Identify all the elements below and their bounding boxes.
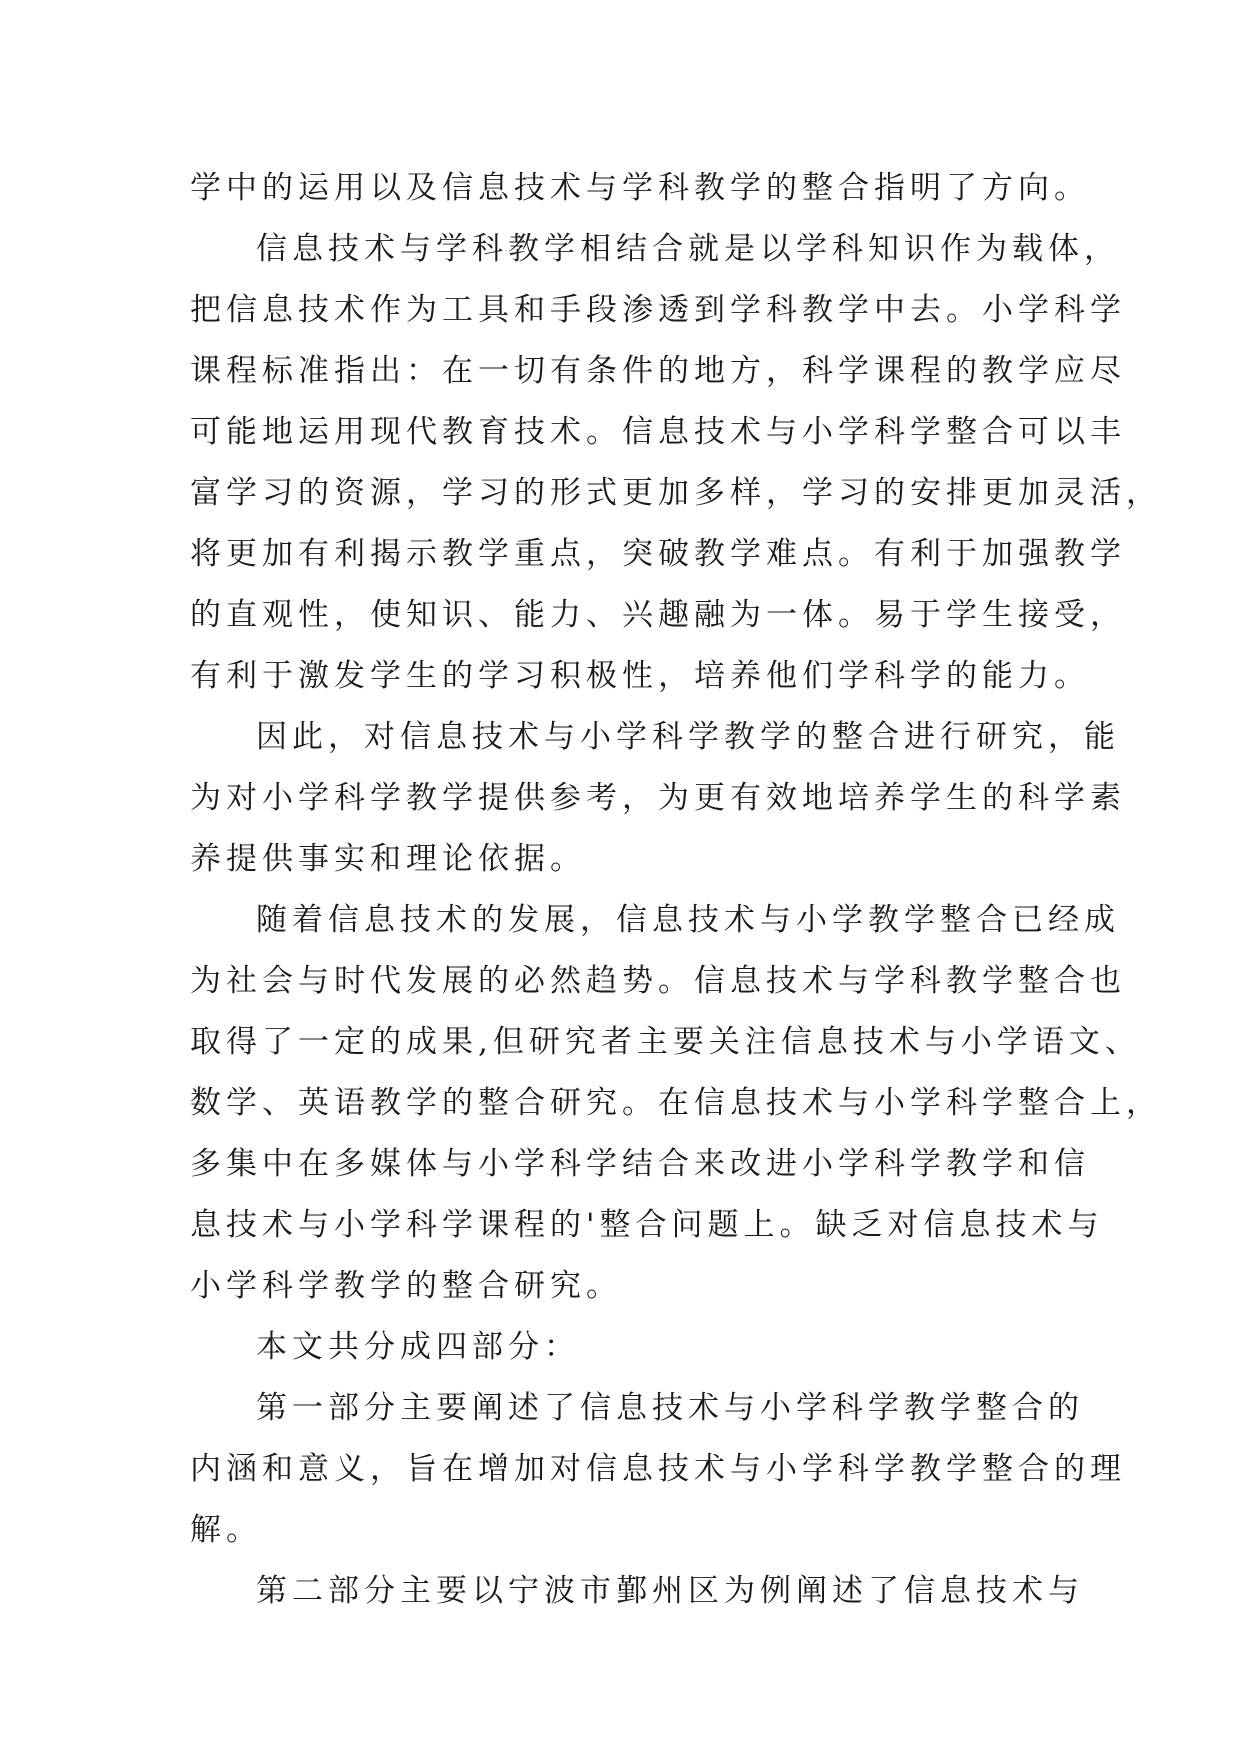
text-line: 富学习的资源，学习的形式更加多样，学习的安排更加灵活， (190, 475, 1162, 511)
paragraph-first-line: 因此，对信息技术与小学科学教学的整合进行研究，能 (256, 719, 1120, 755)
text-line: 可能地运用现代教育技术。信息技术与小学科学整合可以丰 (190, 414, 1126, 450)
text-line: 将更加有利揭示教学重点，突破教学难点。有利于加强教学 (190, 536, 1126, 572)
paragraph-first-line: 信息技术与学科教学相结合就是以学科知识作为载体， (256, 231, 1120, 267)
text-line: 把信息技术作为工具和手段渗透到学科教学中去。小学科学 (190, 292, 1126, 328)
paragraph-first-line: 第一部分主要阐述了信息技术与小学科学教学整合的 (256, 1390, 1084, 1426)
paragraph-first-line: 随着信息技术的发展，信息技术与小学教学整合已经成 (256, 902, 1120, 938)
text-line: 数学、英语教学的整合研究。在信息技术与小学科学整合上， (190, 1085, 1162, 1121)
text-line: 的直观性，使知识、能力、兴趣融为一体。易于学生接受， (190, 597, 1126, 633)
text-line: 多集中在多媒体与小学科学结合来改进小学科学教学和信 (190, 1146, 1090, 1182)
text-line: 小学科学教学的整合研究。 (190, 1268, 622, 1304)
document-body (190, 158, 1162, 1622)
text-line: 息技术与小学科学课程的'整合问题上。缺乏对信息技术与 (190, 1207, 1104, 1243)
text-line: 为社会与时代发展的必然趋势。信息技术与学科教学整合也 (190, 963, 1126, 999)
text-line: 解。 (190, 1512, 262, 1548)
text-line: 为对小学科学教学提供参考，为更有效地培养学生的科学素 (190, 780, 1126, 816)
text-line: 内涵和意义，旨在增加对信息技术与小学科学教学整合的理 (190, 1451, 1126, 1487)
paragraph-first-line: 本文共分成四部分： (256, 1329, 580, 1365)
text-line: 养提供事实和理论依据。 (190, 841, 586, 877)
text-line: 有利于激发学生的学习积极性，培养他们学科学的能力。 (190, 658, 1090, 694)
text-line: 课程标准指出：在一切有条件的地方，科学课程的教学应尽 (190, 353, 1126, 389)
text-line: 取得了一定的成果,但研究者主要关注信息技术与小学语文、 (190, 1024, 1141, 1060)
paragraph-first-line: 第二部分主要以宁波市鄞州区为例阐述了信息技术与 (256, 1573, 1084, 1609)
text-line: 学中的运用以及信息技术与学科教学的整合指明了方向。 (190, 170, 1090, 206)
